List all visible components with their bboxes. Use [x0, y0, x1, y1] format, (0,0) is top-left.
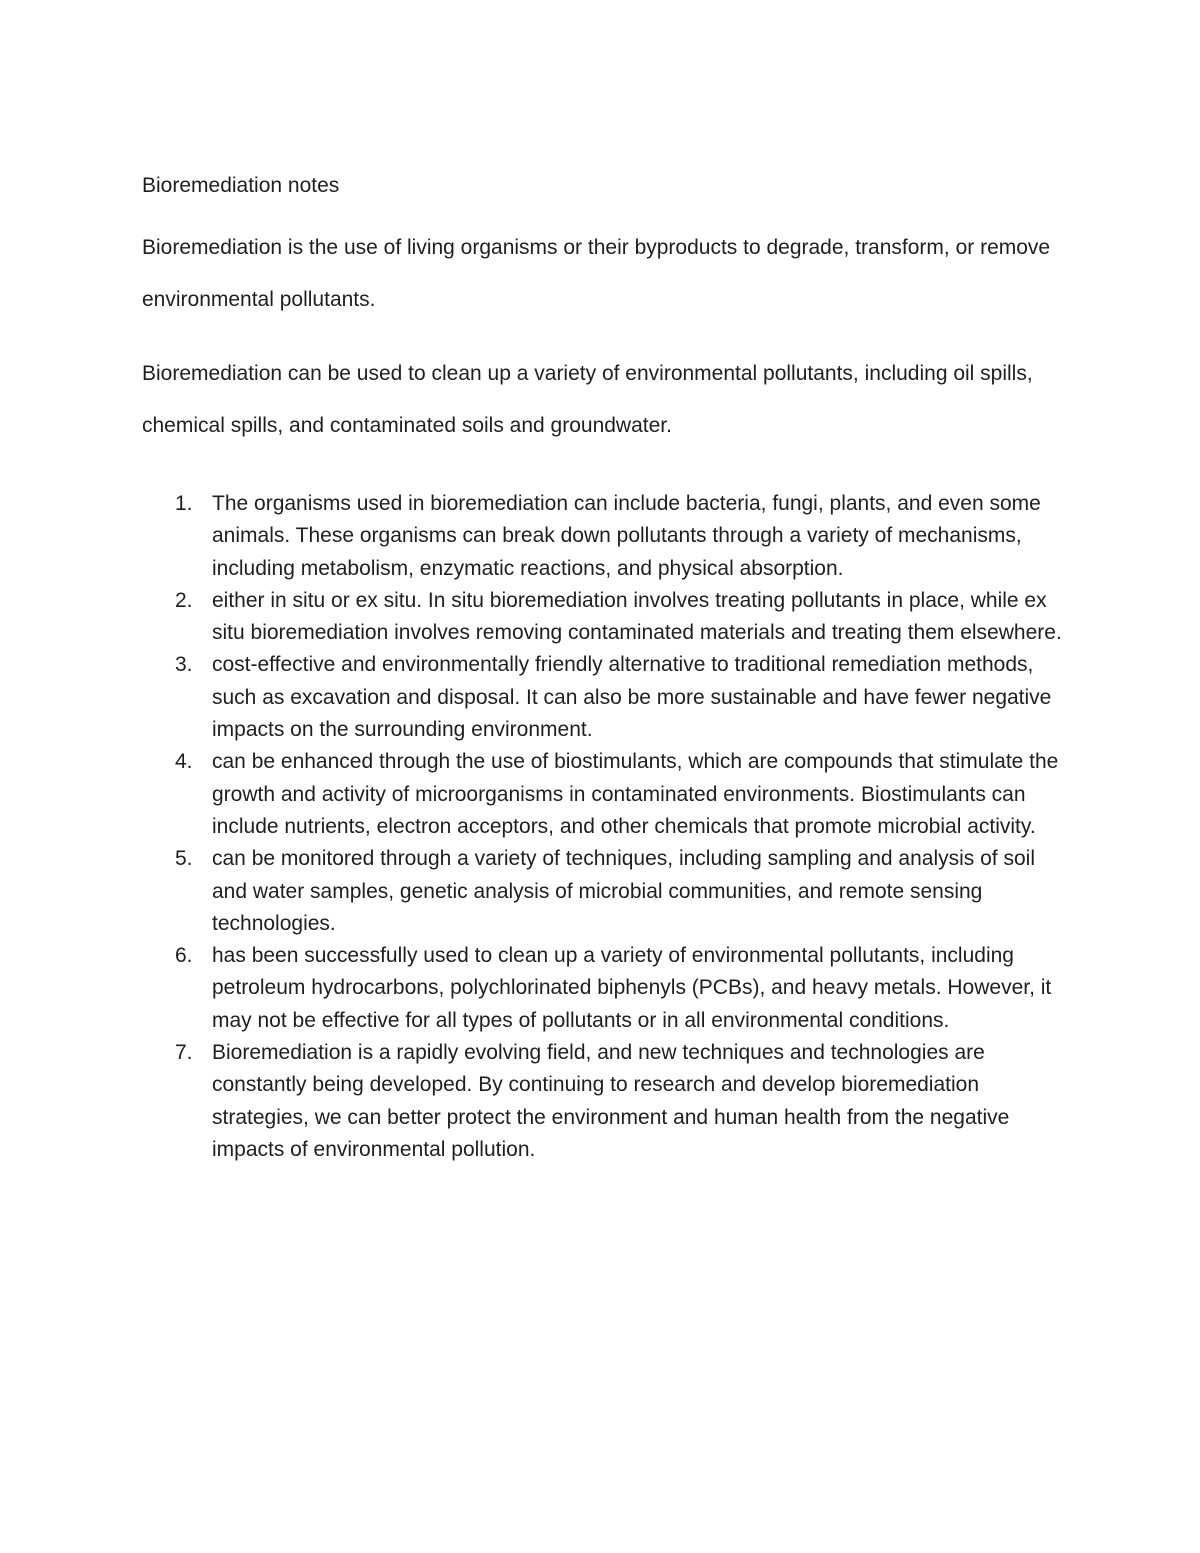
list-item-number: 3. — [175, 653, 193, 677]
paragraph-applications: Bioremediation can be used to clean up a variety of environmental pollutants, including oil spills, chemical spills, and contaminated soils and groundwater. — [142, 362, 1033, 437]
list-item-text: either in situ or ex situ. In situ bioremediation involves treating pollutants in place, while ex situ bioremediation involves removing contaminated materials and treating them elsewhere. — [212, 588, 1062, 645]
list-item-text: has been successfully used to clean up a variety of environmental pollutants, including petroleum hydrocarbons, polychlorinated biphenyls (PCBs), and heavy metals. However, it may not be effective for all types of pollutants or in all environmental conditions. — [212, 944, 1052, 1032]
list-item — [142, 585, 1072, 650]
list-item-number: 4. — [175, 750, 193, 774]
list-item-text: can be monitored through a variety of techniques, including sampling and analysis of soil and water samples, genetic analysis of microbial communities, and remote sensing technologies. — [212, 847, 1035, 935]
list-item-number: 1. — [175, 492, 193, 515]
list-item — [142, 649, 1072, 746]
list-item — [142, 940, 1072, 1037]
list-item-number: 7. — [175, 1041, 193, 1065]
numbered-list — [142, 488, 1072, 1166]
list-item-number: 5. — [175, 847, 193, 871]
list-item — [142, 843, 1072, 940]
list-item — [142, 1037, 1072, 1166]
list-item-number: 2. — [175, 588, 193, 612]
document-title: Bioremediation notes — [142, 174, 340, 197]
list-item — [142, 488, 1072, 585]
list-item-text: can be enhanced through the use of biostimulants, which are compounds that stimulate the growth and activity of microorganisms in contaminated environments. Biostimulants can include nutrients, electron acceptors, and other chemicals that promote microbial activity. — [212, 750, 1059, 838]
list-item-number: 6. — [175, 944, 193, 968]
list-item-text: Bioremediation is a rapidly evolving field, and new techniques and technologies are constantly being developed. By continuing to research and develop bioremediation strategies, we can better protect the environment and human health from the negative impacts of environmental pollution. — [212, 1041, 1010, 1161]
list-item — [142, 746, 1072, 843]
paragraph-definition: Bioremediation is the use of living organisms or their byproducts to degrade, transform, or remove environmental pollutants. — [142, 236, 1051, 311]
list-item-text: cost-effective and environmentally friendly alternative to traditional remediation methods, such as excavation and disposal. It can also be more sustainable and have fewer negative impacts on the surrounding environment. — [212, 653, 1052, 742]
list-item-text: The organisms used in bioremediation can include bacteria, fungi, plants, and even some animals. These organisms can break down pollutants through a variety of mechanisms, including metabolism, enzymatic reactions, and physical absorption. — [212, 492, 1041, 580]
